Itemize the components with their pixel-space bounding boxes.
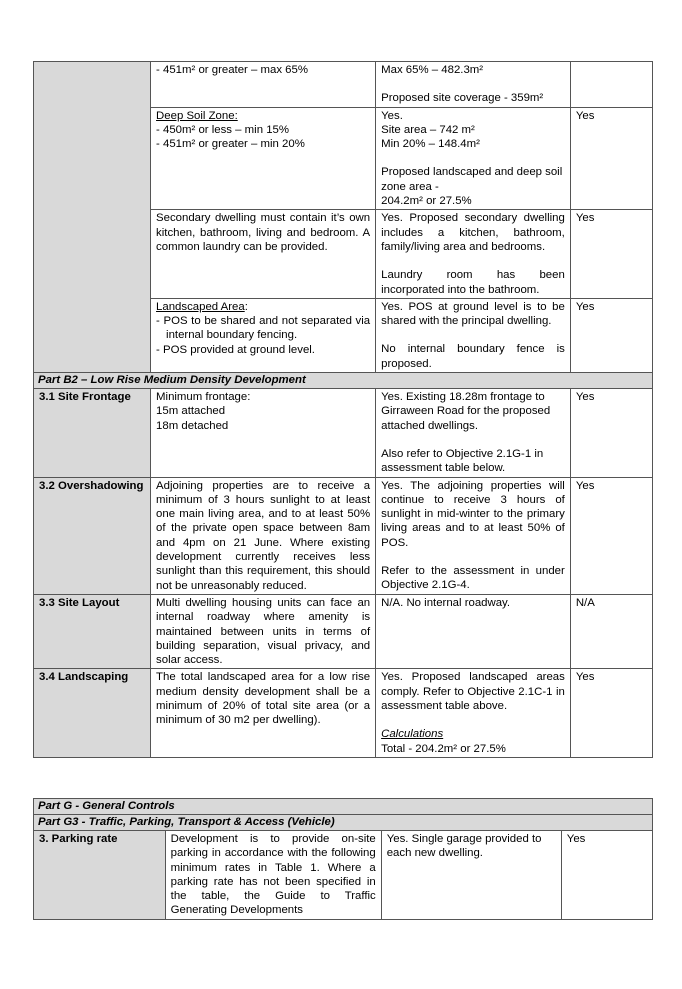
proposal-line: Min 20% – 148.4m²: [381, 138, 480, 151]
proposal-paragraph: Yes. Existing 18.28m frontage to Girraween Road for the proposed attached dwellings.: [381, 391, 551, 432]
proposal-cell: N/A. No internal roadway.: [376, 594, 571, 668]
complies-cell: Yes: [570, 298, 652, 372]
control-label: 3.2 Overshadowing: [34, 477, 151, 594]
proposal-cell: [376, 389, 571, 477]
dcp-assessment-table-part-g: [33, 798, 653, 920]
requirement-cell: The total landscaped area for a low rise medium density development shall be a minimum of 20% of total site area (or a minimum of 30 m2 per dwelling).: [151, 669, 376, 757]
requirement-cell: Adjoining properties are to receive a minimum of 3 hours sunlight to at least one main living area, and to at least 50% of the private open space between 8am and 4pm on 21 June. Where existing development currently receives less sunlight than this requirement, this should not be unreasonably reduced.: [151, 477, 376, 594]
section-heading-row: [34, 373, 653, 389]
proposal-cell: [376, 62, 571, 108]
proposal-line: Proposed landscaped and deep soil zone area -: [381, 166, 563, 193]
requirement-cell: [151, 389, 376, 477]
blank-line: [381, 433, 565, 447]
complies-cell: [570, 62, 652, 108]
control-label: 3.4 Landscaping: [34, 669, 151, 757]
table-row: [34, 669, 653, 757]
requirement-title-suffix: :: [244, 300, 248, 313]
requirement-title: Deep Soil Zone:: [156, 109, 238, 122]
complies-cell: Yes: [570, 669, 652, 757]
control-label: 3. Parking rate: [34, 831, 166, 920]
proposal-line: Proposed site coverage - 359m²: [381, 92, 544, 105]
proposal-paragraph: No internal boundary fence is proposed.: [381, 343, 565, 370]
blank-line: [381, 328, 565, 342]
requirement-line: 18m detached: [156, 419, 229, 432]
requirement-title: Landscaped Area: [156, 300, 245, 313]
requirement-cell: [151, 62, 376, 108]
complies-cell: Yes: [561, 831, 652, 920]
table-row: [34, 594, 653, 668]
section-heading-row: [34, 799, 653, 815]
blank-line: [381, 77, 565, 91]
requirement-text: - 451m² or greater – max 65%: [156, 64, 308, 76]
calculations-total: Total - 204.2m² or 27.5%: [381, 742, 506, 755]
control-label: 3.3 Site Layout: [34, 594, 151, 668]
complies-cell: Yes: [570, 477, 652, 594]
proposal-line: Site area – 742 m²: [381, 123, 475, 136]
section-heading: Part B2 – Low Rise Medium Density Development: [34, 373, 653, 389]
proposal-paragraph: Refer to the assessment in under Objective 2.1G-4.: [381, 565, 565, 592]
table-row: [34, 389, 653, 477]
section-heading: Part G - General Controls: [34, 799, 653, 815]
requirement-cell: [151, 298, 376, 372]
complies-cell: Yes: [570, 210, 652, 298]
proposal-line: Max 65% – 482.3m²: [381, 64, 484, 76]
requirement-line: - POS to be shared and not separated via internal boundary fencing.: [156, 315, 371, 342]
proposal-cell: [376, 107, 571, 210]
requirement-line: - POS provided at ground level.: [156, 343, 315, 356]
requirement-line: - 450m² or less – min 15%: [156, 123, 289, 136]
blank-line: [381, 550, 565, 564]
complies-cell: N/A: [570, 594, 652, 668]
requirement-cell: Multi dwelling housing units can face an internal roadway where amenity is maintained between units in terms of building separation, visual privacy, and solar access.: [151, 594, 376, 668]
proposal-paragraph: Laundry room has been incorporated into the bathroom.: [381, 269, 565, 296]
requirement-cell: Development is to provide on-site parking in accordance with the following minimum rates in Table 1. Where a parking rate has not been specified in the table, the Guide to Traffic Generating Developments: [165, 831, 381, 920]
proposal-line: Yes.: [381, 109, 403, 122]
blank-line: [381, 151, 565, 165]
section-subheading: Part G3 - Traffic, Parking, Transport & Access (Vehicle): [34, 815, 653, 831]
proposal-cell: Yes. Single garage provided to each new dwelling.: [381, 831, 561, 920]
complies-cell: Yes: [570, 389, 652, 477]
table-row: [34, 831, 653, 920]
blank-line: [381, 713, 565, 727]
requirement-line: - 451m² or greater – min 20%: [156, 138, 305, 151]
proposal-paragraph: Yes. POS at ground level is to be shared with the principal dwelling.: [381, 300, 565, 328]
complies-cell: Yes: [570, 107, 652, 210]
proposal-cell: [376, 477, 571, 594]
dcp-assessment-table-part-b: [33, 61, 653, 758]
proposal-cell: [376, 669, 571, 757]
proposal-paragraph: Also refer to Objective 2.1G-1 in assessment table below.: [381, 447, 544, 475]
section-subheading-row: [34, 815, 653, 831]
requirement-line: Minimum frontage:: [156, 391, 251, 404]
proposal-cell: [376, 210, 571, 298]
blank-line: [381, 254, 565, 268]
proposal-cell: [376, 298, 571, 372]
requirement-cell: Secondary dwelling must contain it’s own kitchen, bathroom, living and bedroom. A common laundry can be provided.: [151, 210, 376, 298]
control-label: 3.1 Site Frontage: [34, 389, 151, 477]
requirement-line: 15m attached: [156, 405, 226, 418]
section-label-cell: [34, 62, 151, 373]
proposal-paragraph: Yes. The adjoining properties will continue to receive 3 hours of sunlight in mid-winter to the primary living areas and to at least 50% of POS.: [381, 479, 565, 549]
table-row: [34, 477, 653, 594]
calculations-title: Calculations: [381, 728, 444, 741]
requirement-cell: [151, 107, 376, 210]
proposal-paragraph: Yes. Proposed landscaped areas comply. Refer to Objective 2.1C-1 in assessment table above.: [381, 671, 565, 712]
table-row: [34, 62, 653, 108]
proposal-line: 204.2m² or 27.5%: [381, 195, 472, 208]
proposal-paragraph: Yes. Proposed secondary dwelling includes a kitchen, bathroom, family/living area and bedrooms.: [381, 212, 565, 253]
